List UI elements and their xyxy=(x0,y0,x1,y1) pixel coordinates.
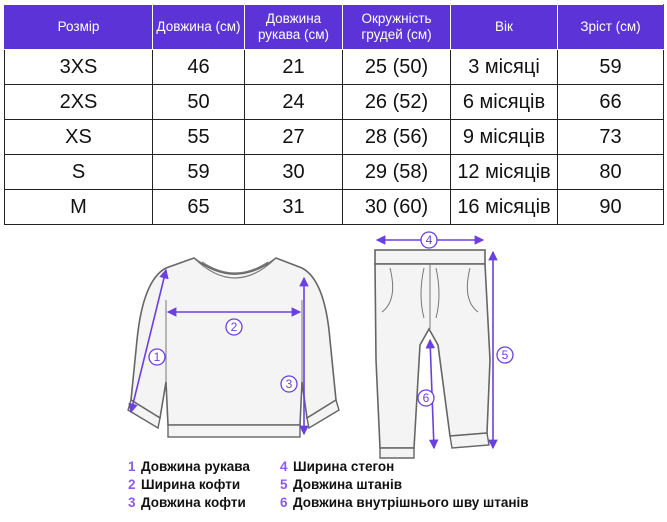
marker-6 xyxy=(418,390,434,406)
table-cell: 26 (52) xyxy=(343,85,451,120)
table-cell: 6 місяців xyxy=(451,85,558,120)
table-cell: 16 місяців xyxy=(451,190,558,225)
table-cell: 55 xyxy=(153,120,245,155)
svg-text:3: 3 xyxy=(285,377,293,391)
header-age: Вік xyxy=(451,5,558,50)
table-cell: 66 xyxy=(558,85,664,120)
svg-text:1: 1 xyxy=(153,350,161,364)
table-cell: 30 xyxy=(245,155,343,190)
legend-item: 4 Ширина стегон xyxy=(280,459,395,474)
table-cell: 28 (56) xyxy=(343,120,451,155)
header-sleeve-length: Довжина рукава (см) xyxy=(245,5,343,50)
size-table xyxy=(4,4,664,225)
header-length: Довжина (см) xyxy=(153,5,245,50)
svg-text:5: 5 xyxy=(501,348,509,362)
table-cell: 2XS xyxy=(5,85,153,120)
table-cell: 27 xyxy=(245,120,343,155)
table-cell: 29 (58) xyxy=(343,155,451,190)
table-cell: 73 xyxy=(558,120,664,155)
marker-2 xyxy=(226,319,242,335)
marker-1 xyxy=(149,349,165,365)
legend-column-right xyxy=(280,458,529,512)
table-cell: 3 місяці xyxy=(451,50,558,85)
table-row xyxy=(5,120,664,155)
svg-text:4: 4 xyxy=(425,233,433,247)
table-cell: 12 місяців xyxy=(451,155,558,190)
table-cell: 90 xyxy=(558,190,664,225)
legend-item: 6 Довжина внутрішнього шву штанів xyxy=(280,495,529,510)
table-cell: 21 xyxy=(245,50,343,85)
table-cell: 24 xyxy=(245,85,343,120)
table-header-row xyxy=(5,5,664,50)
table-cell: 50 xyxy=(153,85,245,120)
svg-text:2: 2 xyxy=(230,320,238,334)
marker-4 xyxy=(421,232,437,248)
legend-item: 1 Довжина рукава xyxy=(128,459,250,474)
legend-column-left xyxy=(128,458,250,512)
sweatshirt-icon xyxy=(128,258,339,437)
table-cell: 59 xyxy=(558,50,664,85)
marker-3 xyxy=(281,376,297,392)
legend-item: 3 Довжина кофти xyxy=(128,495,246,510)
table-row xyxy=(5,155,664,190)
svg-text:6: 6 xyxy=(422,391,430,405)
table-cell: 9 місяців xyxy=(451,120,558,155)
table-cell: 31 xyxy=(245,190,343,225)
legend-item: 2 Ширина кофти xyxy=(128,477,241,492)
table-row xyxy=(5,85,664,120)
table-cell: 65 xyxy=(153,190,245,225)
table-row xyxy=(5,190,664,225)
table-cell: M xyxy=(5,190,153,225)
table-cell: 46 xyxy=(153,50,245,85)
legend-item: 5 Довжина штанів xyxy=(280,477,403,492)
marker-5 xyxy=(497,347,513,363)
header-size: Розмір xyxy=(5,5,153,50)
table-cell: S xyxy=(5,155,153,190)
header-chest: Окружність грудей (см) xyxy=(343,5,451,50)
table-cell: 3XS xyxy=(5,50,153,85)
table-cell: 80 xyxy=(558,155,664,190)
table-cell: 30 (60) xyxy=(343,190,451,225)
table-cell: XS xyxy=(5,120,153,155)
table-cell: 59 xyxy=(153,155,245,190)
table-cell: 25 (50) xyxy=(343,50,451,85)
table-row xyxy=(5,50,664,85)
header-height: Зріст (см) xyxy=(558,5,664,50)
